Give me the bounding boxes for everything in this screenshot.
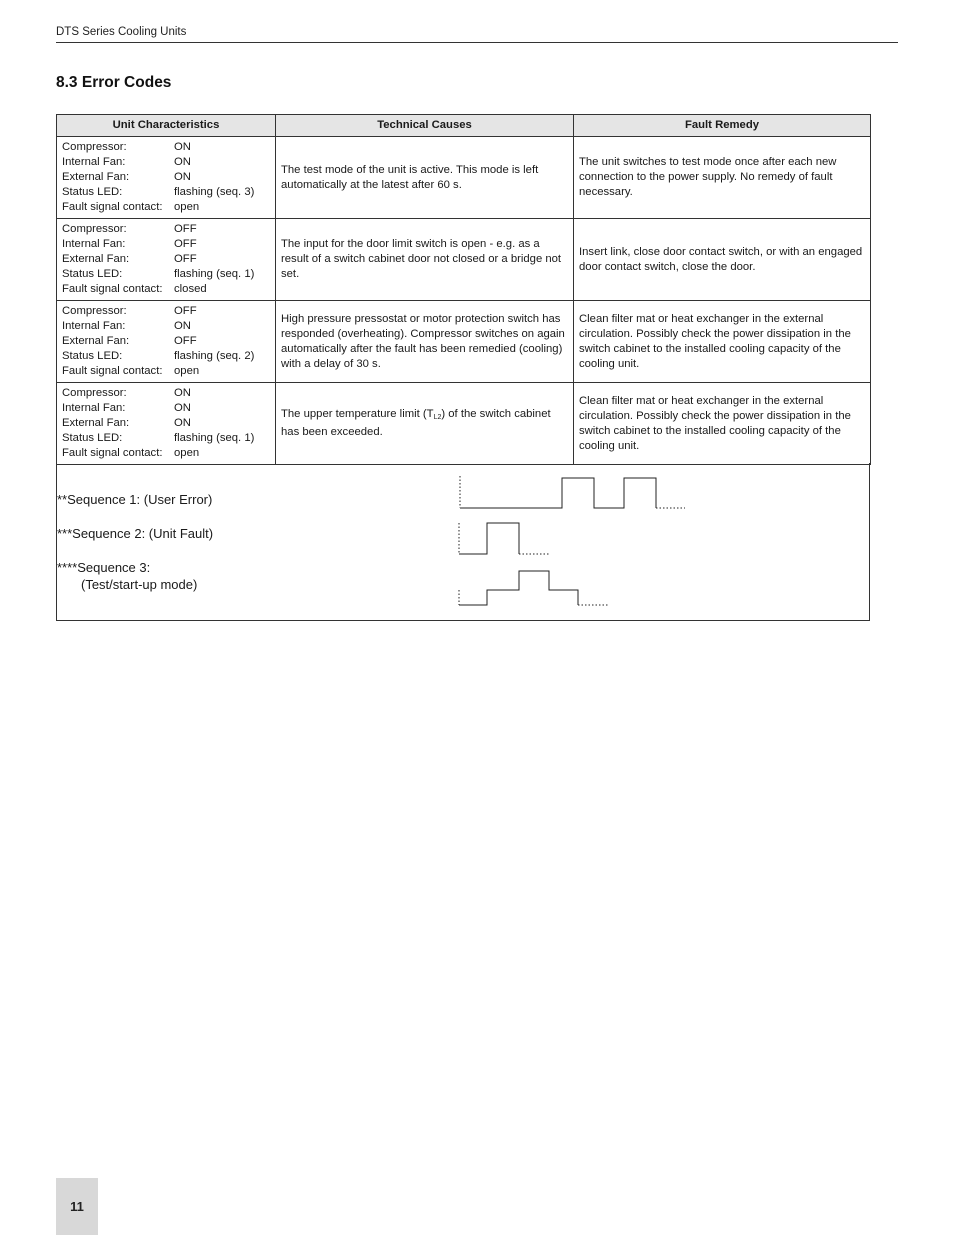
characteristic-line bbox=[62, 349, 270, 364]
table-row bbox=[57, 383, 871, 465]
characteristic-line bbox=[62, 401, 270, 416]
characteristic-line bbox=[62, 416, 270, 431]
characteristic-value: ON bbox=[174, 156, 191, 168]
characteristic-line bbox=[62, 267, 270, 282]
sequence-2-waveform bbox=[459, 523, 549, 554]
characteristics-cell bbox=[57, 137, 276, 219]
column-header-technical-causes: Technical Causes bbox=[276, 115, 574, 137]
fault-remedy-cell: The unit switches to test mode once after each new connection to the power supply. No remedy of fault necessary. bbox=[574, 137, 871, 219]
characteristic-value: OFF bbox=[174, 223, 197, 235]
page-number: 11 bbox=[70, 1199, 84, 1214]
characteristic-label: Fault signal contact: bbox=[62, 447, 163, 459]
characteristic-value: ON bbox=[174, 417, 191, 429]
characteristic-value: OFF bbox=[174, 253, 197, 265]
characteristic-label: Status LED: bbox=[62, 186, 123, 198]
characteristic-line bbox=[62, 140, 270, 155]
fault-remedy-cell: Clean filter mat or heat exchanger in the external circulation. Possibly check the power dissipation in the switch cabinet to the installed cooling capacity of the cooling unit. bbox=[574, 383, 871, 465]
characteristic-line bbox=[62, 252, 270, 267]
table-row bbox=[57, 137, 871, 219]
characteristic-label: Compressor: bbox=[62, 141, 127, 153]
page-number-tab bbox=[56, 1178, 98, 1235]
cause-subscript: L2 bbox=[433, 414, 442, 421]
characteristic-line bbox=[62, 185, 270, 200]
header-rule bbox=[56, 42, 898, 43]
characteristic-line bbox=[62, 282, 270, 297]
table-header-row bbox=[57, 115, 871, 137]
characteristic-line bbox=[62, 334, 270, 349]
table-row bbox=[57, 219, 871, 301]
characteristic-value: ON bbox=[174, 387, 191, 399]
characteristic-label: Compressor: bbox=[62, 305, 127, 317]
characteristic-label: Internal Fan: bbox=[62, 320, 126, 332]
characteristic-value: ON bbox=[174, 171, 191, 183]
characteristic-value: ON bbox=[174, 402, 191, 414]
technical-cause-cell: High pressure pressostat or motor protection switch has responded (overheating). Compressor switches on again automatically after the fault has been remedied (cooling) with a delay of 30 s. bbox=[276, 301, 574, 383]
table-row bbox=[57, 301, 871, 383]
characteristic-line bbox=[62, 446, 270, 461]
sequence-legend-box bbox=[56, 463, 870, 621]
characteristic-label: External Fan: bbox=[62, 253, 130, 265]
characteristic-value: OFF bbox=[174, 305, 197, 317]
characteristic-line bbox=[62, 222, 270, 237]
characteristic-value: flashing (seq. 3) bbox=[174, 186, 255, 198]
characteristic-line bbox=[62, 364, 270, 379]
characteristic-label: External Fan: bbox=[62, 171, 130, 183]
error-codes-table bbox=[56, 114, 871, 465]
characteristic-label: External Fan: bbox=[62, 417, 130, 429]
characteristic-line bbox=[62, 155, 270, 170]
characteristic-label: Internal Fan: bbox=[62, 402, 126, 414]
sequence-3-waveform bbox=[459, 571, 608, 605]
sequence-waveforms bbox=[57, 463, 869, 620]
fault-remedy-cell: Clean filter mat or heat exchanger in the external circulation. Possibly check the power dissipation in the switch cabinet to the installed cooling capacity of the cooling unit. bbox=[574, 301, 871, 383]
fault-remedy-cell: Insert link, close door contact switch, or with an engaged door contact switch, close the door. bbox=[574, 219, 871, 301]
characteristic-label: External Fan: bbox=[62, 335, 130, 347]
characteristic-value: open bbox=[174, 447, 200, 459]
characteristics-cell bbox=[57, 301, 276, 383]
characteristic-value: flashing (seq. 1) bbox=[174, 432, 255, 444]
technical-cause-cell: The input for the door limit switch is open - e.g. as a result of a switch cabinet door not closed or a bridge not set. bbox=[276, 219, 574, 301]
characteristic-label: Fault signal contact: bbox=[62, 365, 163, 377]
technical-cause-cell: The test mode of the unit is active. This mode is left automatically at the latest after 60 s. bbox=[276, 137, 574, 219]
characteristic-line bbox=[62, 319, 270, 334]
running-header: DTS Series Cooling Units bbox=[56, 26, 187, 38]
sequence-2-label: ***Sequence 2: (Unit Fault) bbox=[57, 526, 214, 541]
characteristic-line bbox=[62, 431, 270, 446]
characteristic-line bbox=[62, 386, 270, 401]
characteristic-label: Internal Fan: bbox=[62, 238, 126, 250]
characteristic-value: ON bbox=[174, 141, 191, 153]
characteristic-label: Compressor: bbox=[62, 387, 127, 399]
characteristic-label: Status LED: bbox=[62, 350, 123, 362]
characteristic-value: flashing (seq. 1) bbox=[174, 268, 255, 280]
cause-text-end: ) of the switch cabinet has been exceeded. bbox=[281, 408, 551, 438]
sequence-1-label: **Sequence 1: (User Error) bbox=[57, 492, 213, 507]
characteristic-value: ON bbox=[174, 320, 191, 332]
technical-cause-cell bbox=[276, 383, 574, 465]
sequence-1-waveform bbox=[460, 476, 685, 508]
characteristic-line bbox=[62, 237, 270, 252]
characteristic-value: OFF bbox=[174, 238, 197, 250]
characteristic-label: Status LED: bbox=[62, 432, 123, 444]
characteristic-label: Fault signal contact: bbox=[62, 283, 163, 295]
characteristic-value: open bbox=[174, 201, 200, 213]
characteristic-value: OFF bbox=[174, 335, 197, 347]
characteristics-cell bbox=[57, 383, 276, 465]
characteristic-label: Internal Fan: bbox=[62, 156, 126, 168]
cause-text-start: The upper temperature limit (T bbox=[281, 408, 434, 420]
characteristic-label: Compressor: bbox=[62, 223, 127, 235]
characteristics-cell bbox=[57, 219, 276, 301]
sequence-3-sublabel: (Test/start-up mode) bbox=[81, 577, 198, 592]
column-header-fault-remedy: Fault Remedy bbox=[574, 115, 871, 137]
characteristic-label: Fault signal contact: bbox=[62, 201, 163, 213]
characteristic-value: closed bbox=[174, 283, 207, 295]
characteristic-line bbox=[62, 200, 270, 215]
characteristic-label: Status LED: bbox=[62, 268, 123, 280]
column-header-unit-characteristics: Unit Characteristics bbox=[57, 115, 276, 137]
characteristic-value: open bbox=[174, 365, 200, 377]
characteristic-line bbox=[62, 304, 270, 319]
section-title: 8.3 Error Codes bbox=[56, 74, 172, 91]
characteristic-line bbox=[62, 170, 270, 185]
characteristic-value: flashing (seq. 2) bbox=[174, 350, 255, 362]
sequence-3-label: ****Sequence 3: bbox=[57, 560, 151, 575]
